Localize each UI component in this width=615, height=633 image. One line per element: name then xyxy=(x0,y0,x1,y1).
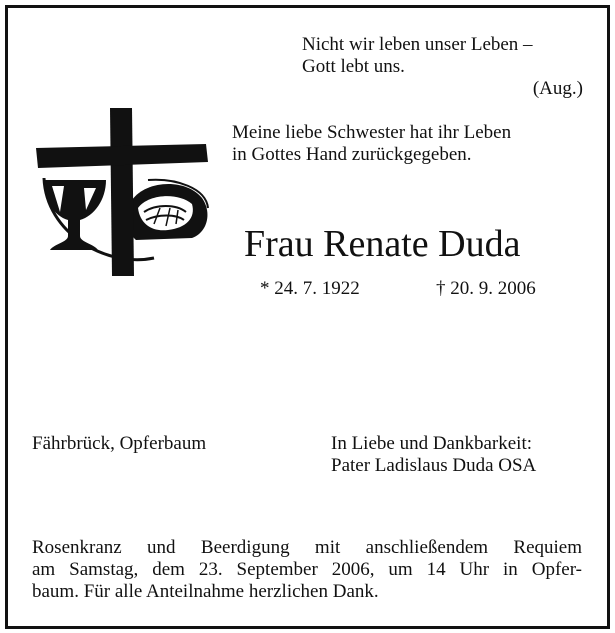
notice-line-1: Rosenkranz und Beerdigung mit anschließendem Requiem xyxy=(32,537,582,558)
notice-line-2: am Samstag, dem 23. September 2006, um 14 Uhr in Opfer- xyxy=(32,559,582,580)
service-notice xyxy=(32,537,582,603)
birth-date: * 24. 7. 1922 xyxy=(260,278,360,299)
intro-line-1: Meine liebe Schwester hat ihr Leben xyxy=(232,122,512,143)
mourners-line-2: Pater Ladislaus Duda OSA xyxy=(331,455,537,476)
quote-line-2: Gott lebt uns. xyxy=(302,56,405,77)
mourners-line-1: In Liebe und Dankbarkeit: xyxy=(331,433,533,454)
cross-chalice-bread-icon xyxy=(36,108,212,281)
notice-line-3: baum. Für alle Anteilnahme herzlichen Dank. xyxy=(32,581,379,602)
deceased-name: Frau Renate Duda xyxy=(244,223,521,265)
bible-quote xyxy=(302,34,533,78)
mourners-block xyxy=(331,433,536,477)
death-date: † 20. 9. 2006 xyxy=(436,278,536,299)
intro-text xyxy=(232,122,511,166)
obituary-frame xyxy=(5,5,610,629)
intro-line-2: in Gottes Hand zurückgegeben. xyxy=(232,144,472,165)
quote-source: (Aug.) xyxy=(532,78,583,99)
place-names: Fährbrück, Opferbaum xyxy=(32,433,207,454)
quote-line-1: Nicht wir leben unser Leben – xyxy=(302,34,533,55)
